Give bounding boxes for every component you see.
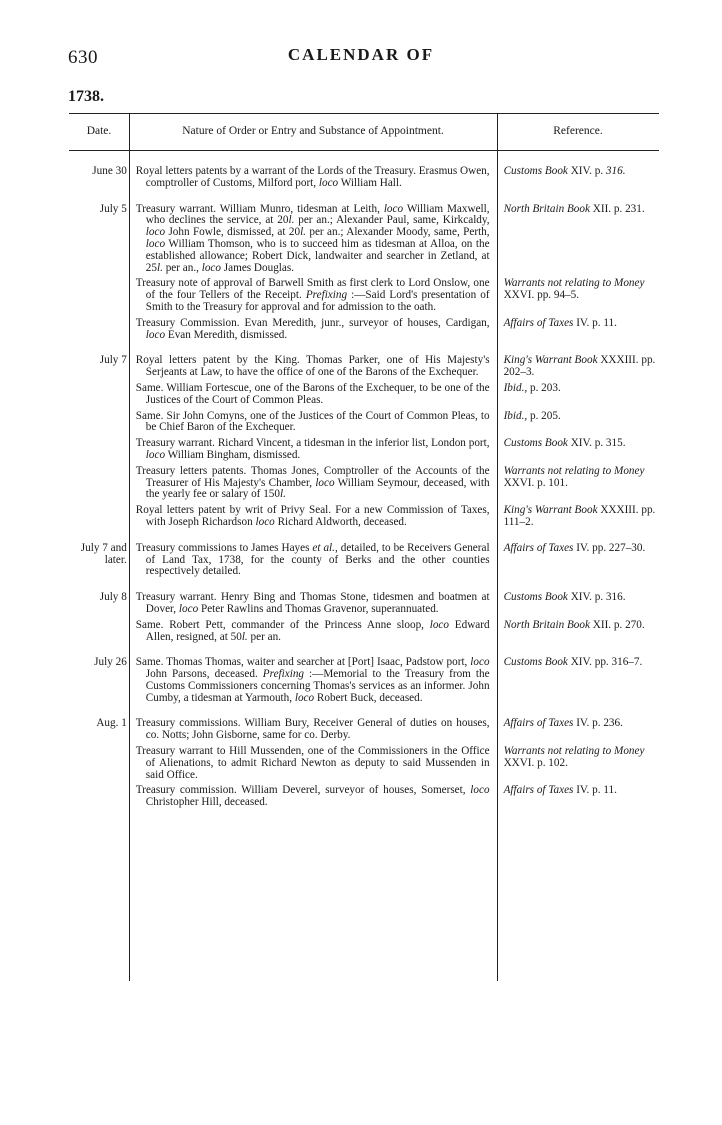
entry-reference: King's Warrant Book XXXIII. pp. 202–3. — [503, 354, 656, 379]
entry-date: July 26 — [94, 656, 127, 669]
entry-reference: Warrants not relating to Money XXVI. p. 102. — [503, 745, 645, 769]
entry-date: July 5 — [99, 202, 127, 215]
entry-text: Treasury warrant. William Munro, tidesman at Leith, loco William Maxwell, who declines the service, at 20l. per an.; Alexander Paul, same, Kirkcaldy, loco John Fowle, dismissed, at 20l. per an.; Alexander Moody, same, Perth, loco William Thomson, who is to succeed him as tidesman at Alloa, on the established allowance; Robert Dick, landwaiter and searcher in Zetland, at 25l. per an., loco James Douglas. — [135, 202, 490, 274]
entry-reference: North Britain Book XII. p. 270. — [503, 618, 645, 631]
column-header-date: Date. — [86, 125, 112, 137]
running-head: CALENDAR OF — [287, 45, 435, 64]
entry-text: Royal letters patent by the King. Thomas Parker, one of His Majesty's Serjeants at Law, to have the office of one of the Barons of the Exchequer. — [135, 354, 490, 379]
entry-text: Treasury Commission. Evan Meredith, junr., surveyor of houses, Cardigan, loco Evan Meredith, dismissed. — [135, 316, 490, 341]
entry-reference: Affairs of Taxes IV. p. 11. — [503, 316, 617, 329]
entry-date: Aug. 1 — [96, 717, 127, 730]
entry-text: Treasury commissions. William Bury, Receiver General of duties on houses, co. Notts; John Gisborne, same for co. Derby. — [135, 717, 490, 742]
calendar-entry — [69, 355, 659, 379]
calendar-entry — [69, 278, 659, 313]
column-header-reference: Reference. — [553, 125, 603, 137]
entry-text: Same. William Fortescue, one of the Barons of the Exchequer, to be one of the Justices of the Court of Common Pleas. — [135, 381, 490, 406]
entry-reference: Affairs of Taxes IV. pp. 227–30. — [503, 541, 646, 554]
calendar-entry — [69, 592, 659, 616]
entry-reference: Customs Book XIV. pp. 316–7. — [503, 656, 643, 669]
calendar-entry — [69, 204, 659, 275]
calendar-entry — [69, 438, 659, 462]
entry-reference: Warrants not relating to Money XXVI. pp. 94–5. — [503, 277, 645, 302]
entry-reference: Affairs of Taxes IV. p. 236. — [503, 717, 623, 730]
entry-text: Treasury warrant to Hill Mussenden, one of the Commissioners in the Office of Alienations, to admit Richard Newton as deputy to said Mussenden in said Office. — [135, 745, 490, 781]
entry-reference: Ibid., p. 203. — [503, 381, 561, 394]
entry-text: Same. Thomas Thomas, waiter and searcher at [Port] Isaac, Padstow port, loco John Parsons, deceased. Prefixing :—Memorial to the Treasury from the Customs Commissioners concerning Thomas's services as an informer. John Cumby, a tidesman at Yarmouth, loco Robert Buck, deceased. — [135, 656, 490, 704]
entry-text: Treasury note of approval of Barwell Smith as first clerk to Lord Onslow, one of the four Tellers of the Receipt. Prefixing :—Said Lord's presentation of Smith to the Treasury for approval and for admission to the oath. — [135, 277, 490, 313]
calendar-entry — [69, 466, 659, 501]
entry-text: Treasury commissions to James Hayes et al., detailed, to be Receivers General of Land Tax, 1738, for the county of Berks and the other counties respectively detailed. — [135, 541, 490, 578]
entry-date: July 8 — [99, 591, 127, 604]
calendar-entry — [69, 746, 659, 781]
entry-text: Same. Sir John Comyns, one of the Justices of the Court of Common Pleas, to be Chief Baron of the Exchequer. — [135, 409, 490, 434]
year-heading: 1738. — [68, 88, 104, 105]
entry-reference: Customs Book XIV. p. 315. — [503, 437, 626, 450]
table-top-rule — [69, 113, 659, 114]
entry-reference: Affairs of Taxes IV. p. 11. — [503, 784, 617, 797]
entry-reference: Customs Book XIV. p. 316. — [503, 591, 626, 604]
column-header-nature: Nature of Order or Entry and Substance of Appointment. — [182, 125, 444, 137]
entry-text: Treasury letters patents. Thomas Jones, Comptroller of the Accounts of the Treasurer of His Majesty's Chamber, loco William Seymour, deceased, with the yearly fee or salary of 150l. — [135, 464, 490, 501]
entry-reference: Ibid., p. 205. — [503, 409, 561, 422]
entry-date: June 30 — [92, 165, 127, 177]
calendar-entry — [69, 543, 659, 578]
entry-text: Treasury commission. William Deverel, surveyor of houses, Somerset, loco Christopher Hill, deceased. — [135, 784, 490, 809]
entry-text: Royal letters patents by a warrant of the Lords of the Treasury. Erasmus Owen, comptroller of Customs, Milford port, loco William Hall. — [135, 165, 490, 189]
calendar-entry — [69, 318, 659, 342]
calendar-entries — [69, 166, 659, 809]
entry-text: Treasury warrant. Richard Vincent, a tidesman in the inferior list, London port, loco William Bingham, dismissed. — [135, 437, 490, 461]
calendar-entry — [69, 411, 659, 435]
entry-date: July 7 — [99, 354, 127, 367]
calendar-entry — [69, 718, 659, 742]
entry-text: Treasury warrant. Henry Bing and Thomas Stone, tidesmen and boatmen at Dover, loco Peter Rawlins and Thomas Gravenor, superannuated. — [135, 591, 490, 615]
calendar-entry — [69, 505, 659, 529]
calendar-entry — [69, 383, 659, 407]
entry-reference: Warrants not relating to Money XXVI. p. 101. — [503, 464, 645, 489]
entry-reference: North Britain Book XII. p. 231. — [503, 202, 645, 215]
calendar-entry — [69, 166, 659, 190]
entry-text: Same. Robert Pett, commander of the Princess Anne sloop, loco Edward Allen, resigned, at 50l. per an. — [135, 618, 490, 643]
calendar-entry — [69, 785, 659, 809]
calendar-entry — [69, 657, 659, 704]
table-header-rule — [69, 150, 659, 151]
entry-text: Royal letters patent by writ of Privy Seal. For a new Commission of Taxes, with Joseph Richardson loco Richard Aldworth, deceased. — [135, 504, 490, 528]
entry-reference: Customs Book XIV. p. 316. — [503, 165, 626, 177]
calendar-entry — [69, 620, 659, 644]
entry-reference: King's Warrant Book XXXIII. pp. 111–2. — [503, 504, 656, 528]
page-number: 630 — [68, 47, 98, 68]
entry-date: July 7 and later. — [80, 541, 127, 566]
